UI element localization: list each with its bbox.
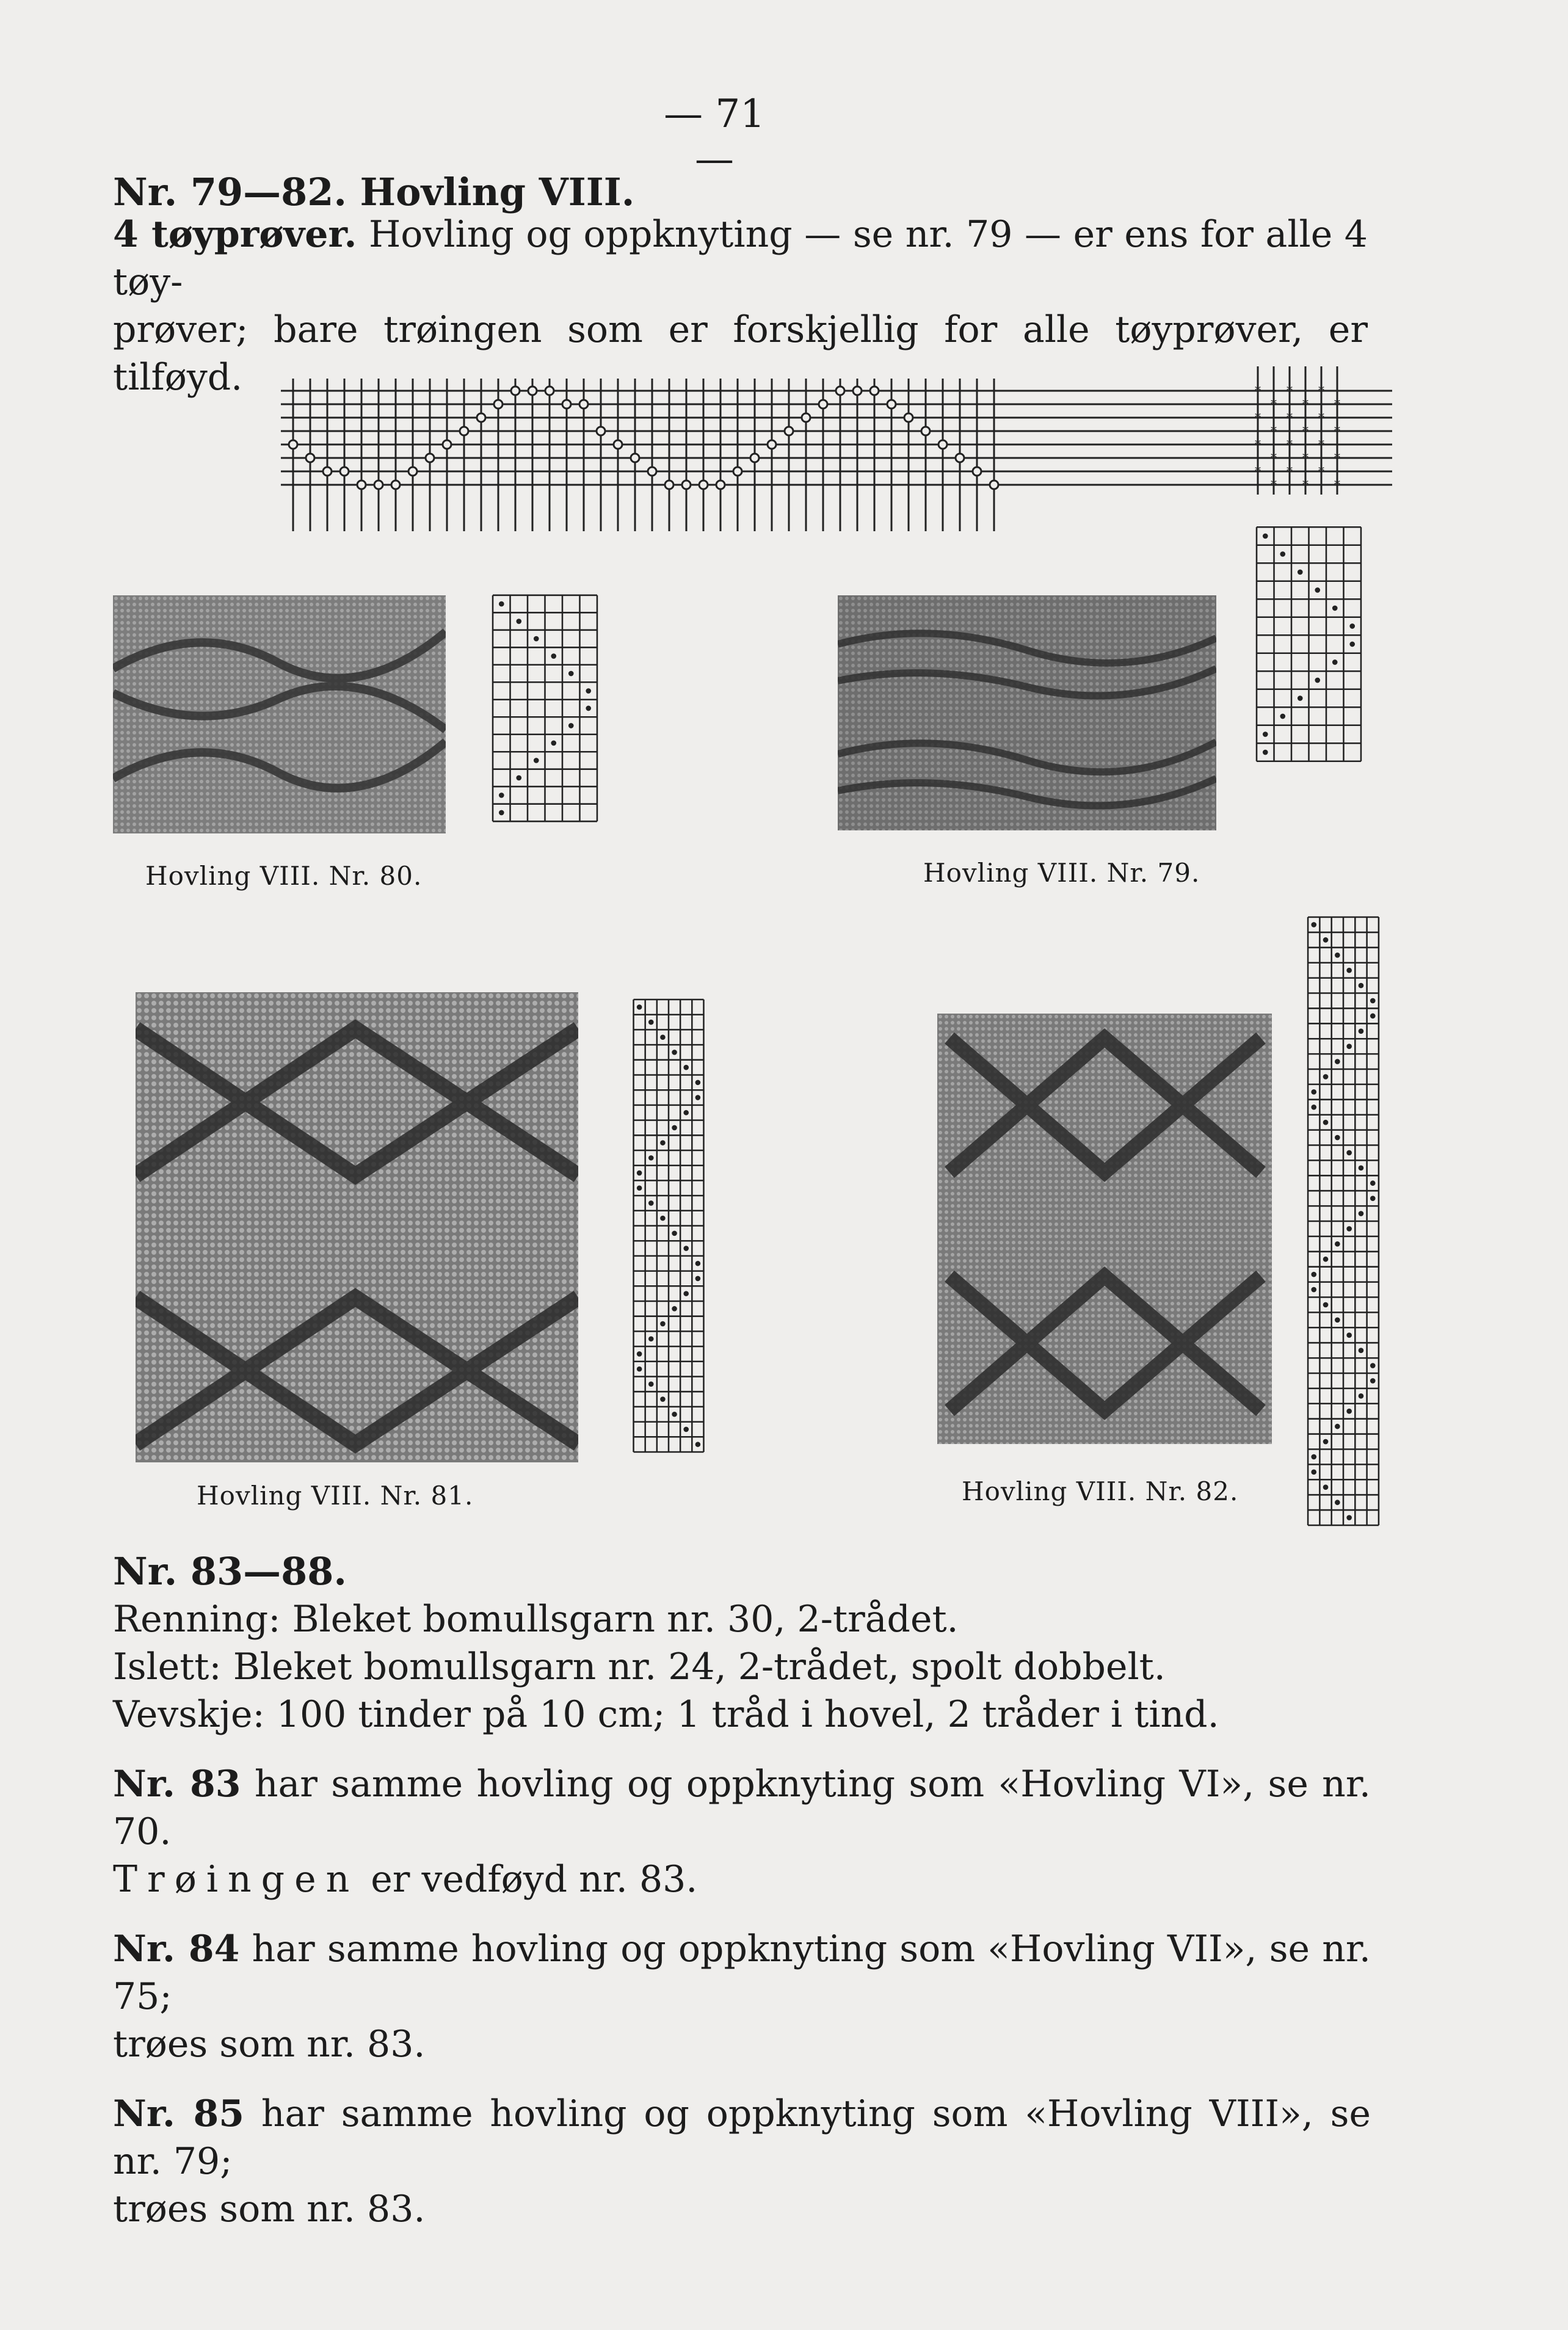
section-heading: Nr. 79—82. Hovling VIII. (113, 170, 635, 214)
svg-text:*: * (1302, 396, 1308, 411)
intro-text-1: Hovling og oppknyting — se nr. 79 — er ens for alle 4 tøy- (113, 213, 1368, 303)
p85-text: har samme hovling og oppknyting som «Hovling VIII», se nr. 79; (113, 2092, 1371, 2183)
p84-lead: Nr. 84 (113, 1928, 240, 1970)
threading-draft (281, 366, 1392, 540)
fabric-swatch-80 (113, 595, 446, 833)
intro-text-2: prøver; bare trøingen som er forskjellig for alle tøyprøver, er tilføyd. (113, 308, 1368, 399)
svg-text:*: * (1287, 463, 1293, 478)
svg-text:*: * (1318, 463, 1324, 478)
svg-text:*: * (1334, 396, 1340, 411)
svg-text:*: * (1271, 423, 1277, 438)
p83-text2: er vedføyd nr. 83. (371, 1858, 698, 1901)
renning-line: Renning: Bleket bomullsgarn nr. 30, 2-trådet. (113, 1598, 959, 1641)
islett-line: Islett: Bleket bomullsgarn nr. 24, 2-trådet, spolt dobbelt. (113, 1646, 1166, 1688)
fabric-swatch-81 (136, 992, 578, 1462)
paragraph-85 (113, 2090, 1371, 2233)
svg-text:*: * (1302, 423, 1308, 438)
svg-text:*: * (1255, 437, 1261, 451)
p83-lead: Nr. 83 (113, 1763, 241, 1806)
treadling-grid-82 (1307, 916, 1380, 1526)
p83-spaced: Trøingen (113, 1858, 360, 1901)
intro-lead: 4 tøyprøver. (113, 213, 357, 256)
caption-79: Hovling VIII. Nr. 79. (923, 858, 1200, 888)
svg-text:*: * (1271, 450, 1277, 465)
treadling-grid-81 (632, 998, 705, 1453)
fabric-swatch-79 (838, 595, 1216, 830)
p83-text: har samme hovling og oppknyting som «Hovling VI», se nr. 70. (113, 1763, 1371, 1853)
svg-text:*: * (1287, 410, 1293, 424)
caption-81: Hovling VIII. Nr. 81. (197, 1481, 474, 1511)
section-83-88 (113, 1548, 1371, 2233)
treadling-grid-79 (1255, 525, 1362, 763)
section-83-88-heading: Nr. 83—88. (113, 1549, 347, 1594)
p84-text2: trøes som nr. 83. (113, 2023, 426, 2066)
svg-text:*: * (1334, 450, 1340, 465)
svg-text:*: * (1287, 437, 1293, 451)
vevskje-line: Vevskje: 100 tinder på 10 cm; 1 tråd i hovel, 2 tråder i tind. (113, 1693, 1219, 1736)
page-number: — 71 — (664, 92, 765, 182)
svg-text:*: * (1302, 477, 1308, 492)
svg-text:*: * (1287, 383, 1293, 397)
svg-text:*: * (1318, 383, 1324, 397)
svg-text:*: * (1255, 463, 1261, 478)
svg-text:*: * (1334, 477, 1340, 492)
p84-text: har samme hovling og oppknyting som «Hovling VII», se nr. 75; (113, 1928, 1371, 2018)
fabric-swatch-82 (937, 1014, 1272, 1444)
svg-text:*: * (1271, 396, 1277, 411)
svg-text:*: * (1334, 423, 1340, 438)
p85-lead: Nr. 85 (113, 2092, 244, 2135)
caption-82: Hovling VIII. Nr. 82. (962, 1476, 1239, 1506)
svg-text:*: * (1318, 437, 1324, 451)
svg-text:*: * (1255, 410, 1261, 424)
svg-text:*: * (1271, 477, 1277, 492)
svg-text:*: * (1302, 450, 1308, 465)
svg-text:*: * (1255, 383, 1261, 397)
p85-text2: trøes som nr. 83. (113, 2188, 426, 2230)
paragraph-84 (113, 1925, 1371, 2068)
treadling-grid-80 (492, 592, 598, 824)
paragraph-83 (113, 1760, 1371, 1903)
caption-80: Hovling VIII. Nr. 80. (145, 861, 423, 891)
svg-text:*: * (1318, 410, 1324, 424)
